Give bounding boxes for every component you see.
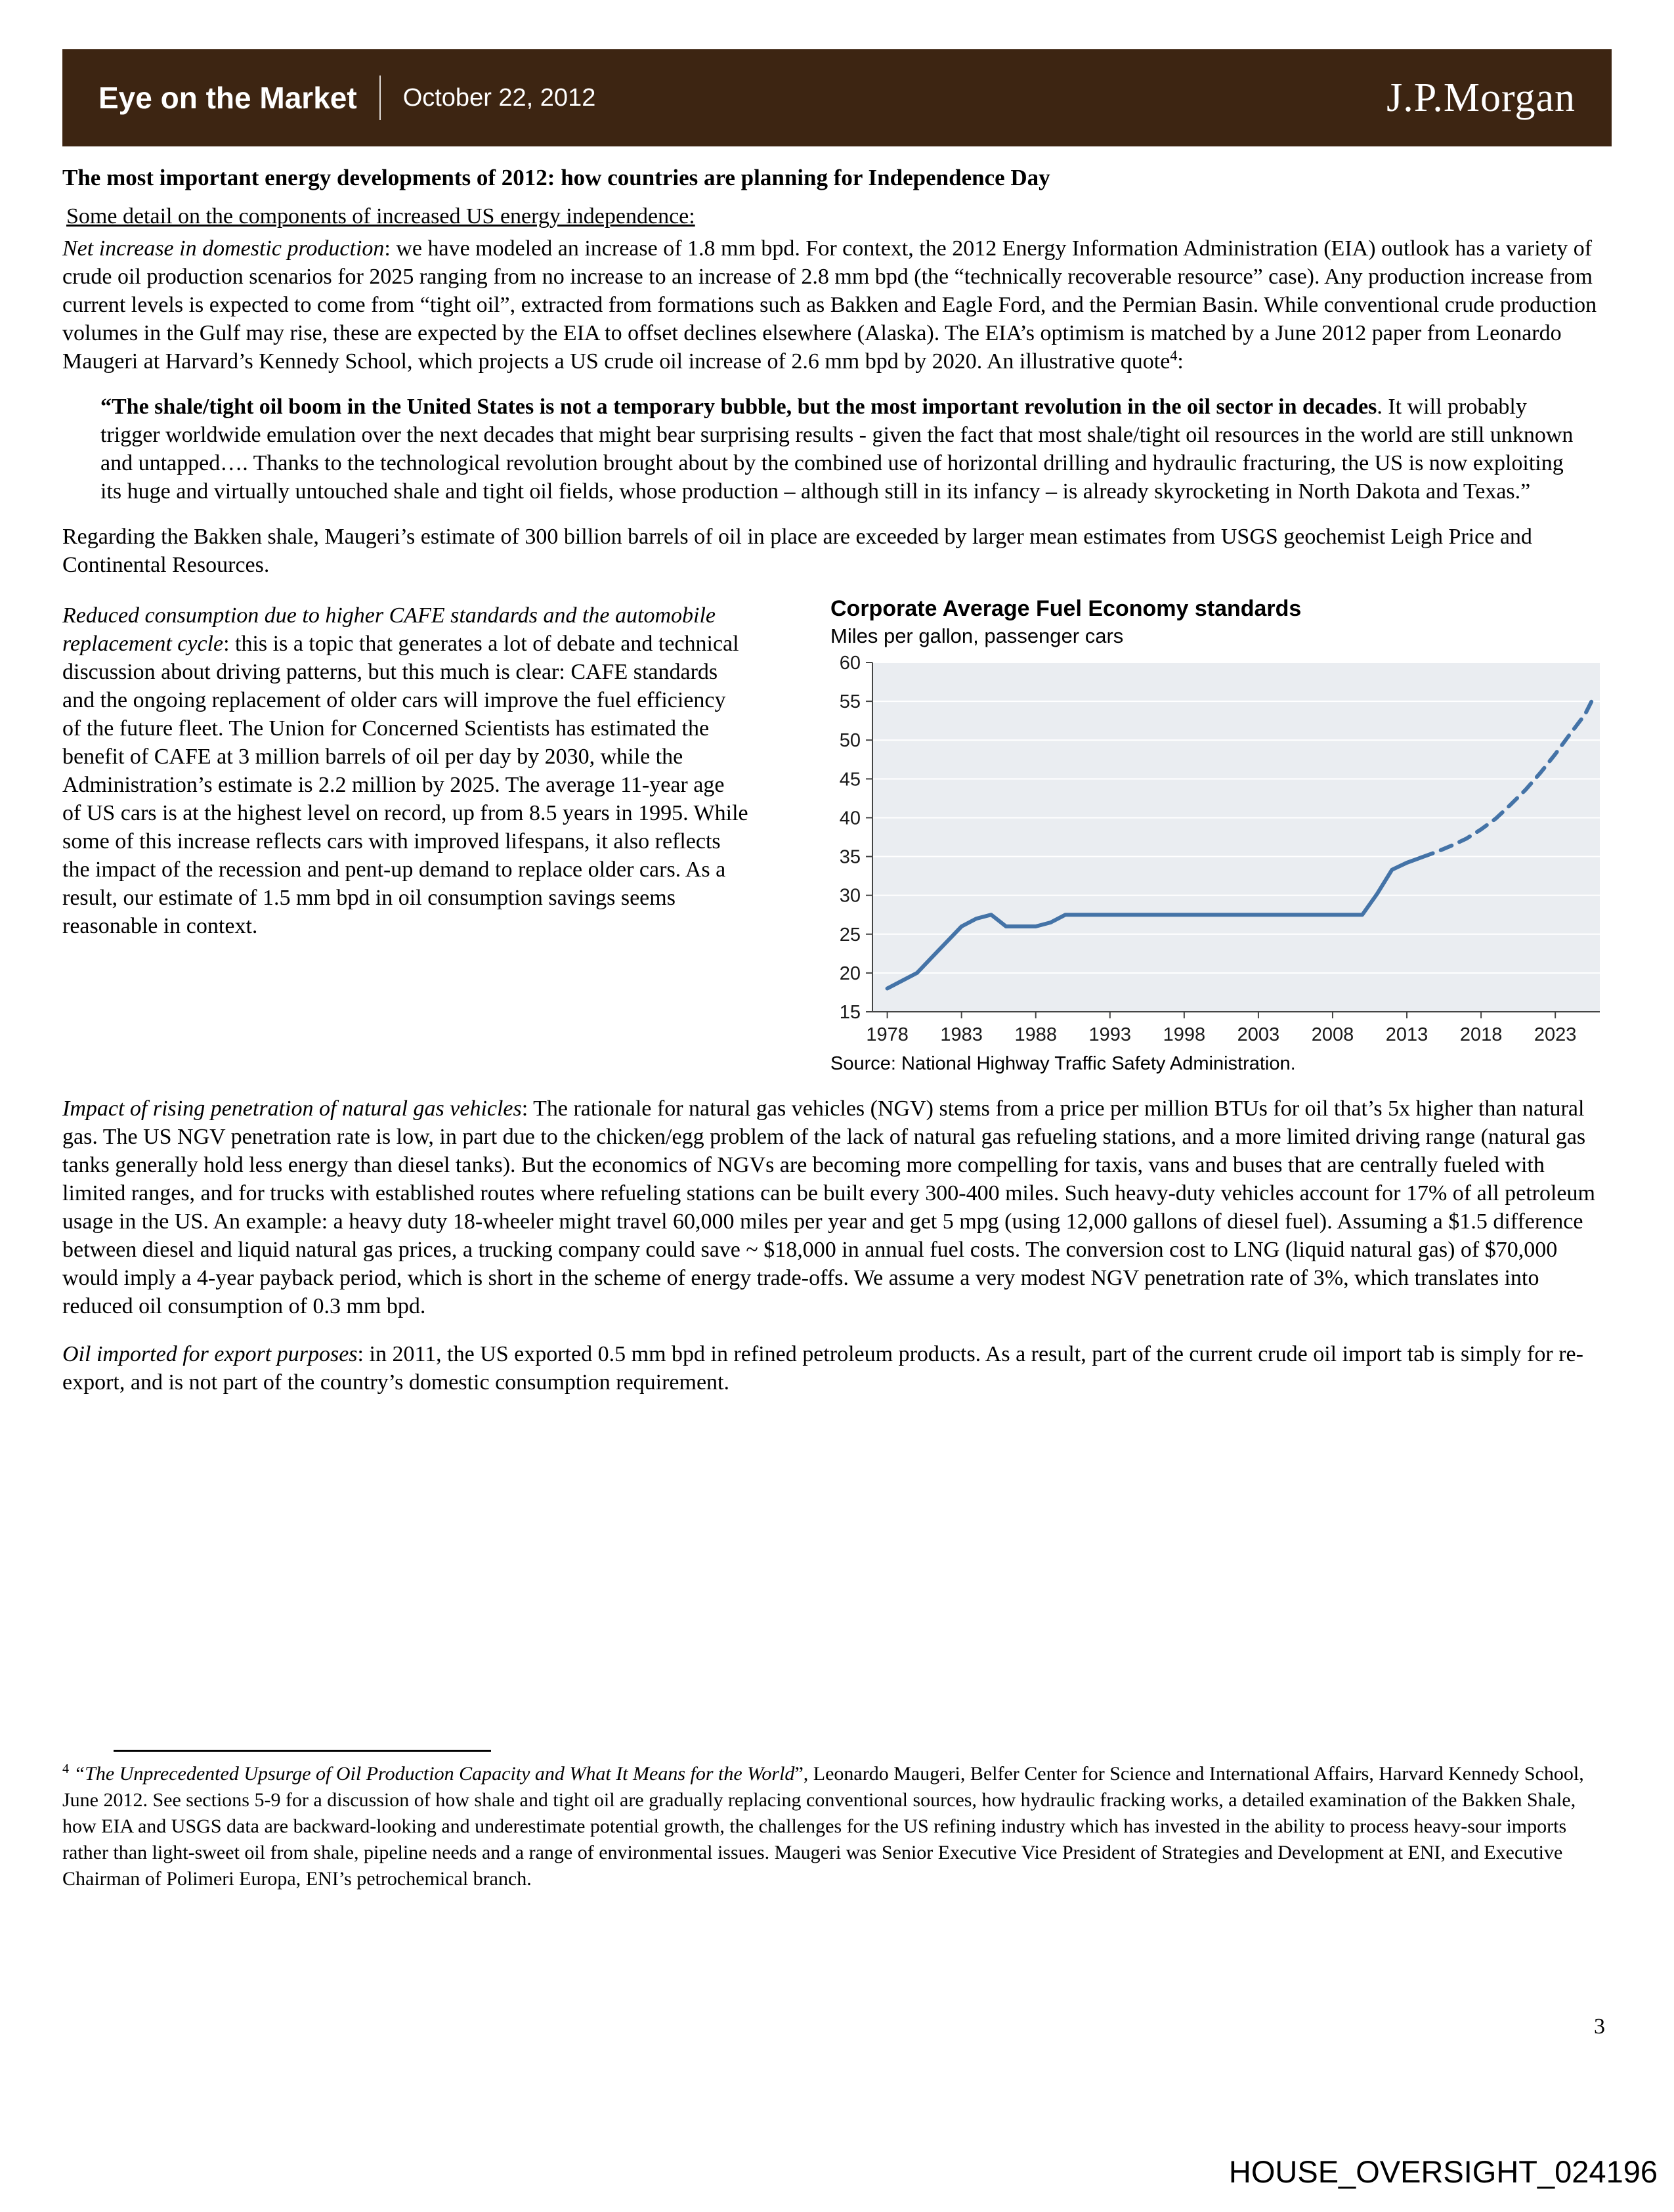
- paragraph-ngv: [62, 1095, 1612, 1320]
- footnote-body: ”, Leonardo Maugeri, Belfer Center for Science and International Affairs, Harvard Kennedy School, June 2012. See sections 5-9 for a discussion of how shale and tight oil are gradually replacing conventional sources, how hydraulic fracking works, a detailed examination of the Bakken Shale, how EIA and USGS data are backward-looking and underestimate potential growth, the challenges for the US refining industry which has invested in the ability to process heavy-sour imports rather than light-sweet oil from shale, pipeline needs and a range of environmental issues. Maugeri was Senior Executive Vice President of Strategies and Development at ENI, and Executive Chairman of Polimeri Europa, ENI’s petrochemical branch.: [62, 1763, 1584, 1890]
- page-title: The most important energy developments of 2012: how countries are planning for Independence Day: [62, 165, 1050, 190]
- footnote-separator: [114, 1750, 491, 1752]
- footnote-text: [62, 1761, 1612, 1892]
- svg-text:50: 50: [839, 729, 861, 751]
- paragraph-reexport-body: : in 2011, the US exported 0.5 mm bpd in refined petroleum products. As a result, part of the current crude oil import tab is simply for re-export, and is not part of the country’s domestic consumption requirement.: [62, 1341, 1583, 1395]
- paragraph-production-tail: :: [1177, 349, 1184, 374]
- chart-source: Source: National Highway Traffic Safety Administration.: [830, 1052, 1296, 1074]
- svg-text:60: 60: [839, 653, 861, 674]
- paragraph-production-lead: Net increase in domestic production: [62, 236, 385, 261]
- cafe-text-column: [62, 596, 748, 940]
- paragraph-reexport-lead: Oil imported for export purposes: [62, 1341, 358, 1366]
- svg-text:2023: 2023: [1534, 1024, 1577, 1045]
- maugeri-quote: [100, 393, 1585, 506]
- svg-text:2013: 2013: [1385, 1024, 1428, 1045]
- svg-text:15: 15: [839, 1001, 861, 1023]
- paragraph-cafe-lead: Reduced consumption due to higher CAFE standards and the automobile replacement cycle: [62, 603, 716, 656]
- svg-text:55: 55: [839, 691, 861, 712]
- svg-text:1993: 1993: [1088, 1024, 1132, 1045]
- paragraph-production: [62, 234, 1612, 376]
- svg-text:40: 40: [839, 808, 861, 829]
- svg-text:30: 30: [839, 885, 861, 907]
- paragraph-cafe-body: : this is a topic that generates a lot of debate and technical discussion about driving patterns, but this much is clear: CAFE standards and the ongoing replacement of older cars will improve the fuel efficiency of the future fleet. The Union for Concerned Scientists has estimated the benefit of CAFE at 3 million barrels of oil per day by 2030, while the Administration’s estimate is 2.2 million by 2025. The average 11-year age of US cars is at the highest level on record, up from 8.5 years in 1995. While some of this increase reflects cars with improved lifespans, it also reflects the impact of the recession and pent-up demand to replace older cars. As a result, our estimate of 1.5 mm bpd in oil consumption savings seems reasonable in context.: [62, 631, 748, 938]
- paragraph-bakken: Regarding the Bakken shale, Maugeri’s estimate of 300 billion barrels of oil in place are exceeded by larger mean estimates from USGS geochemist Leigh Price and Continental Resources.: [62, 524, 1532, 577]
- svg-text:20: 20: [839, 963, 861, 984]
- paragraph-reexport: [62, 1340, 1612, 1397]
- maugeri-quote-rest: . It will probably trigger worldwide emulation over the next decades that might bear surprising results - given the fact that most shale/tight oil resources in the world are still unknown and untapped…. Thanks to the technological revolution brought about by the combined use of horizontal drilling and hydraulic fracturing, the US is now exploiting its huge and virtually untouched shale and tight oil fields, whose production – although still in its infancy – is already skyrocketing in North Dakota and Texas.”: [100, 394, 1574, 504]
- svg-text:1983: 1983: [940, 1024, 983, 1045]
- paragraph-ngv-body: : The rationale for natural gas vehicles (NGV) stems from a price per million BTUs for oil that’s 5x higher than natural gas. The US NGV penetration rate is low, in part due to the chicken/egg problem of the lack of natural gas refueling stations, and a more limited driving range (natural gas tanks generally hold less energy than diesel tanks). But the economics of NGVs are becoming more compelling for taxis, vans and buses that are centrally fueled with limited ranges, and for trucks with established routes where refueling stations can be built every 300-400 miles. Such heavy-duty vehicles account for 17% of all petroleum usage in the US. An example: a heavy duty 18-wheeler might travel 60,000 miles per year and get 5 mpg (using 12,000 gallons of diesel fuel). Assuming a $1.5 difference between diesel and liquid natural gas prices, a trucking company could save ~ $18,000 in annual fuel costs. The conversion cost to LNG (liquid natural gas) of $70,000 would imply a 4-year payback period, which is short in the scheme of energy trade-offs. We assume a very modest NGV penetration rate of 3%, which translates into reduced oil consumption of 0.3 mm bpd.: [62, 1096, 1595, 1318]
- paragraph-cafe: [62, 601, 748, 940]
- section-heading: Some detail on the components of increased US energy independence:: [66, 204, 695, 228]
- footnote-marker: 4: [62, 1762, 69, 1776]
- brand-title: Eye on the Market: [98, 81, 357, 115]
- paragraph-ngv-lead: Impact of rising penetration of natural gas vehicles: [62, 1096, 522, 1121]
- svg-text:2003: 2003: [1237, 1024, 1280, 1045]
- footnote-title: “The Unprecedented Upsurge of Oil Production Capacity and What It Means for the World: [74, 1763, 795, 1785]
- two-column-section: [62, 596, 1612, 1075]
- chart-title: Corporate Average Fuel Economy standards: [830, 596, 1302, 621]
- svg-text:1978: 1978: [866, 1024, 909, 1045]
- chart-subtitle: Miles per gallon, passenger cars: [830, 624, 1124, 647]
- footnote-ref-4: 4: [1170, 347, 1178, 364]
- page-number: 3: [1594, 2014, 1605, 2039]
- svg-text:1988: 1988: [1014, 1024, 1057, 1045]
- jpmorgan-logo: J.P.Morgan: [1386, 75, 1576, 120]
- svg-text:1998: 1998: [1163, 1024, 1206, 1045]
- header-date: October 22, 2012: [402, 83, 596, 112]
- svg-text:2018: 2018: [1459, 1024, 1503, 1045]
- paragraph-production-body: : we have modeled an increase of 1.8 mm bpd. For context, the 2012 Energy Information Administration (EIA) outlook has a variety of crude oil production scenarios for 2025 ranging from no increase to an increase of 2.8 mm bpd (the “technically recoverable resource” case). Any production increase from current levels is expected to come from “tight oil”, extracted from formations such as Bakken and Eagle Ford, and the Permian Basin. While conventional crude production volumes in the Gulf may rise, these are expected by the EIA to offset declines elsewhere (Alaska). The EIA’s optimism is matched by a June 2012 paper from Leonardo Maugeri at Harvard’s Kennedy School, which projects a US crude oil increase of 2.6 mm bpd by 2020. An illustrative quote: [62, 236, 1597, 374]
- cafe-chart-block: [830, 596, 1612, 1075]
- svg-text:35: 35: [839, 846, 861, 868]
- header-divider: [379, 76, 381, 120]
- svg-text:45: 45: [839, 769, 861, 791]
- bates-stamp: HOUSE_OVERSIGHT_024196: [1228, 2154, 1658, 2189]
- header-banner: [62, 49, 1612, 146]
- footnote-block: [62, 1750, 1612, 1892]
- maugeri-quote-bold: “The shale/tight oil boom in the United States is not a temporary bubble, but the most important revolution in the oil sector in decades: [100, 394, 1377, 419]
- svg-text:2008: 2008: [1311, 1024, 1354, 1045]
- svg-text:25: 25: [839, 924, 861, 945]
- cafe-line-chart: [830, 653, 1612, 1047]
